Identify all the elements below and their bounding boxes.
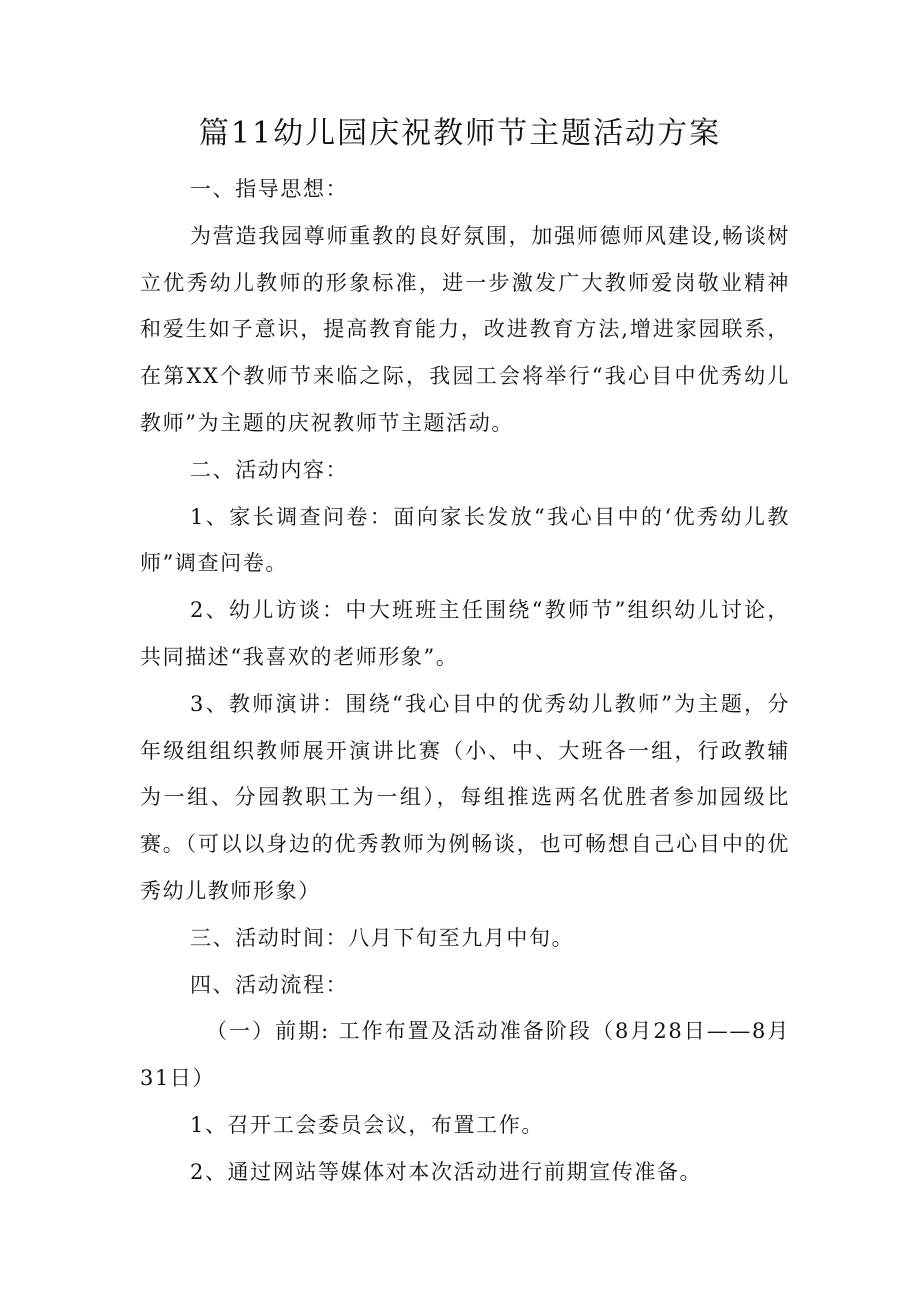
item-child-interview: 2、幼儿访谈：中大班班主任围绕“教师节”组织幼儿讨论，共同描述“我喜欢的老师形象”。: [140, 598, 790, 669]
heading-activity-time: 三、活动时间：八月下旬至九月中旬。: [190, 925, 575, 950]
paragraph-guiding-thought: 为营造我园尊师重教的良好氛围，加强师德师风建设,畅谈树立优秀幼儿教师的形象标准，进一步激发广大教师爱岗敬业精神和爱生如子意识，提高教育能力，改进教育方法,增进家园联系，在第XX个教师节来临之际，我园工会将举行“我心目中优秀幼儿教师”为主题的庆祝教师节主题活动。: [140, 223, 790, 435]
item-teacher-speech: 3、教师演讲：围绕“我心目中的优秀幼儿教师”为主题，分年级组组织教师展开演讲比赛（小、中、大班各一组，行政教辅为一组、分园教职工为一组），每组推选两名优胜者参加园级比赛。（可以以身边的优秀教师为例畅谈，也可畅想自己心目中的优秀幼儿教师形象）: [140, 691, 790, 903]
subheading-early-stage: （一）前期: 工作布置及活动准备阶段（8月28日——8月31日）: [140, 1019, 790, 1091]
item-committee-meeting: 1、召开工会委员会议，布置工作。: [190, 1112, 544, 1137]
item-parent-survey: 1、家长调查问卷：面向家长发放“我心目中的‘优秀幼儿教师”调查问卷。: [140, 504, 790, 576]
document-title: 篇11幼儿园庆祝教师节主题活动方案: [198, 116, 722, 151]
document-body: [140, 166, 790, 1196]
heading-guiding-thought: 一、指导思想：: [190, 177, 349, 201]
heading-activity-content: 二、活动内容：: [190, 457, 349, 482]
item-media-promotion: 2、通过网站等媒体对本次活动进行前期宣传准备。: [190, 1159, 703, 1184]
heading-activity-process: 四、活动流程：: [190, 972, 349, 997]
